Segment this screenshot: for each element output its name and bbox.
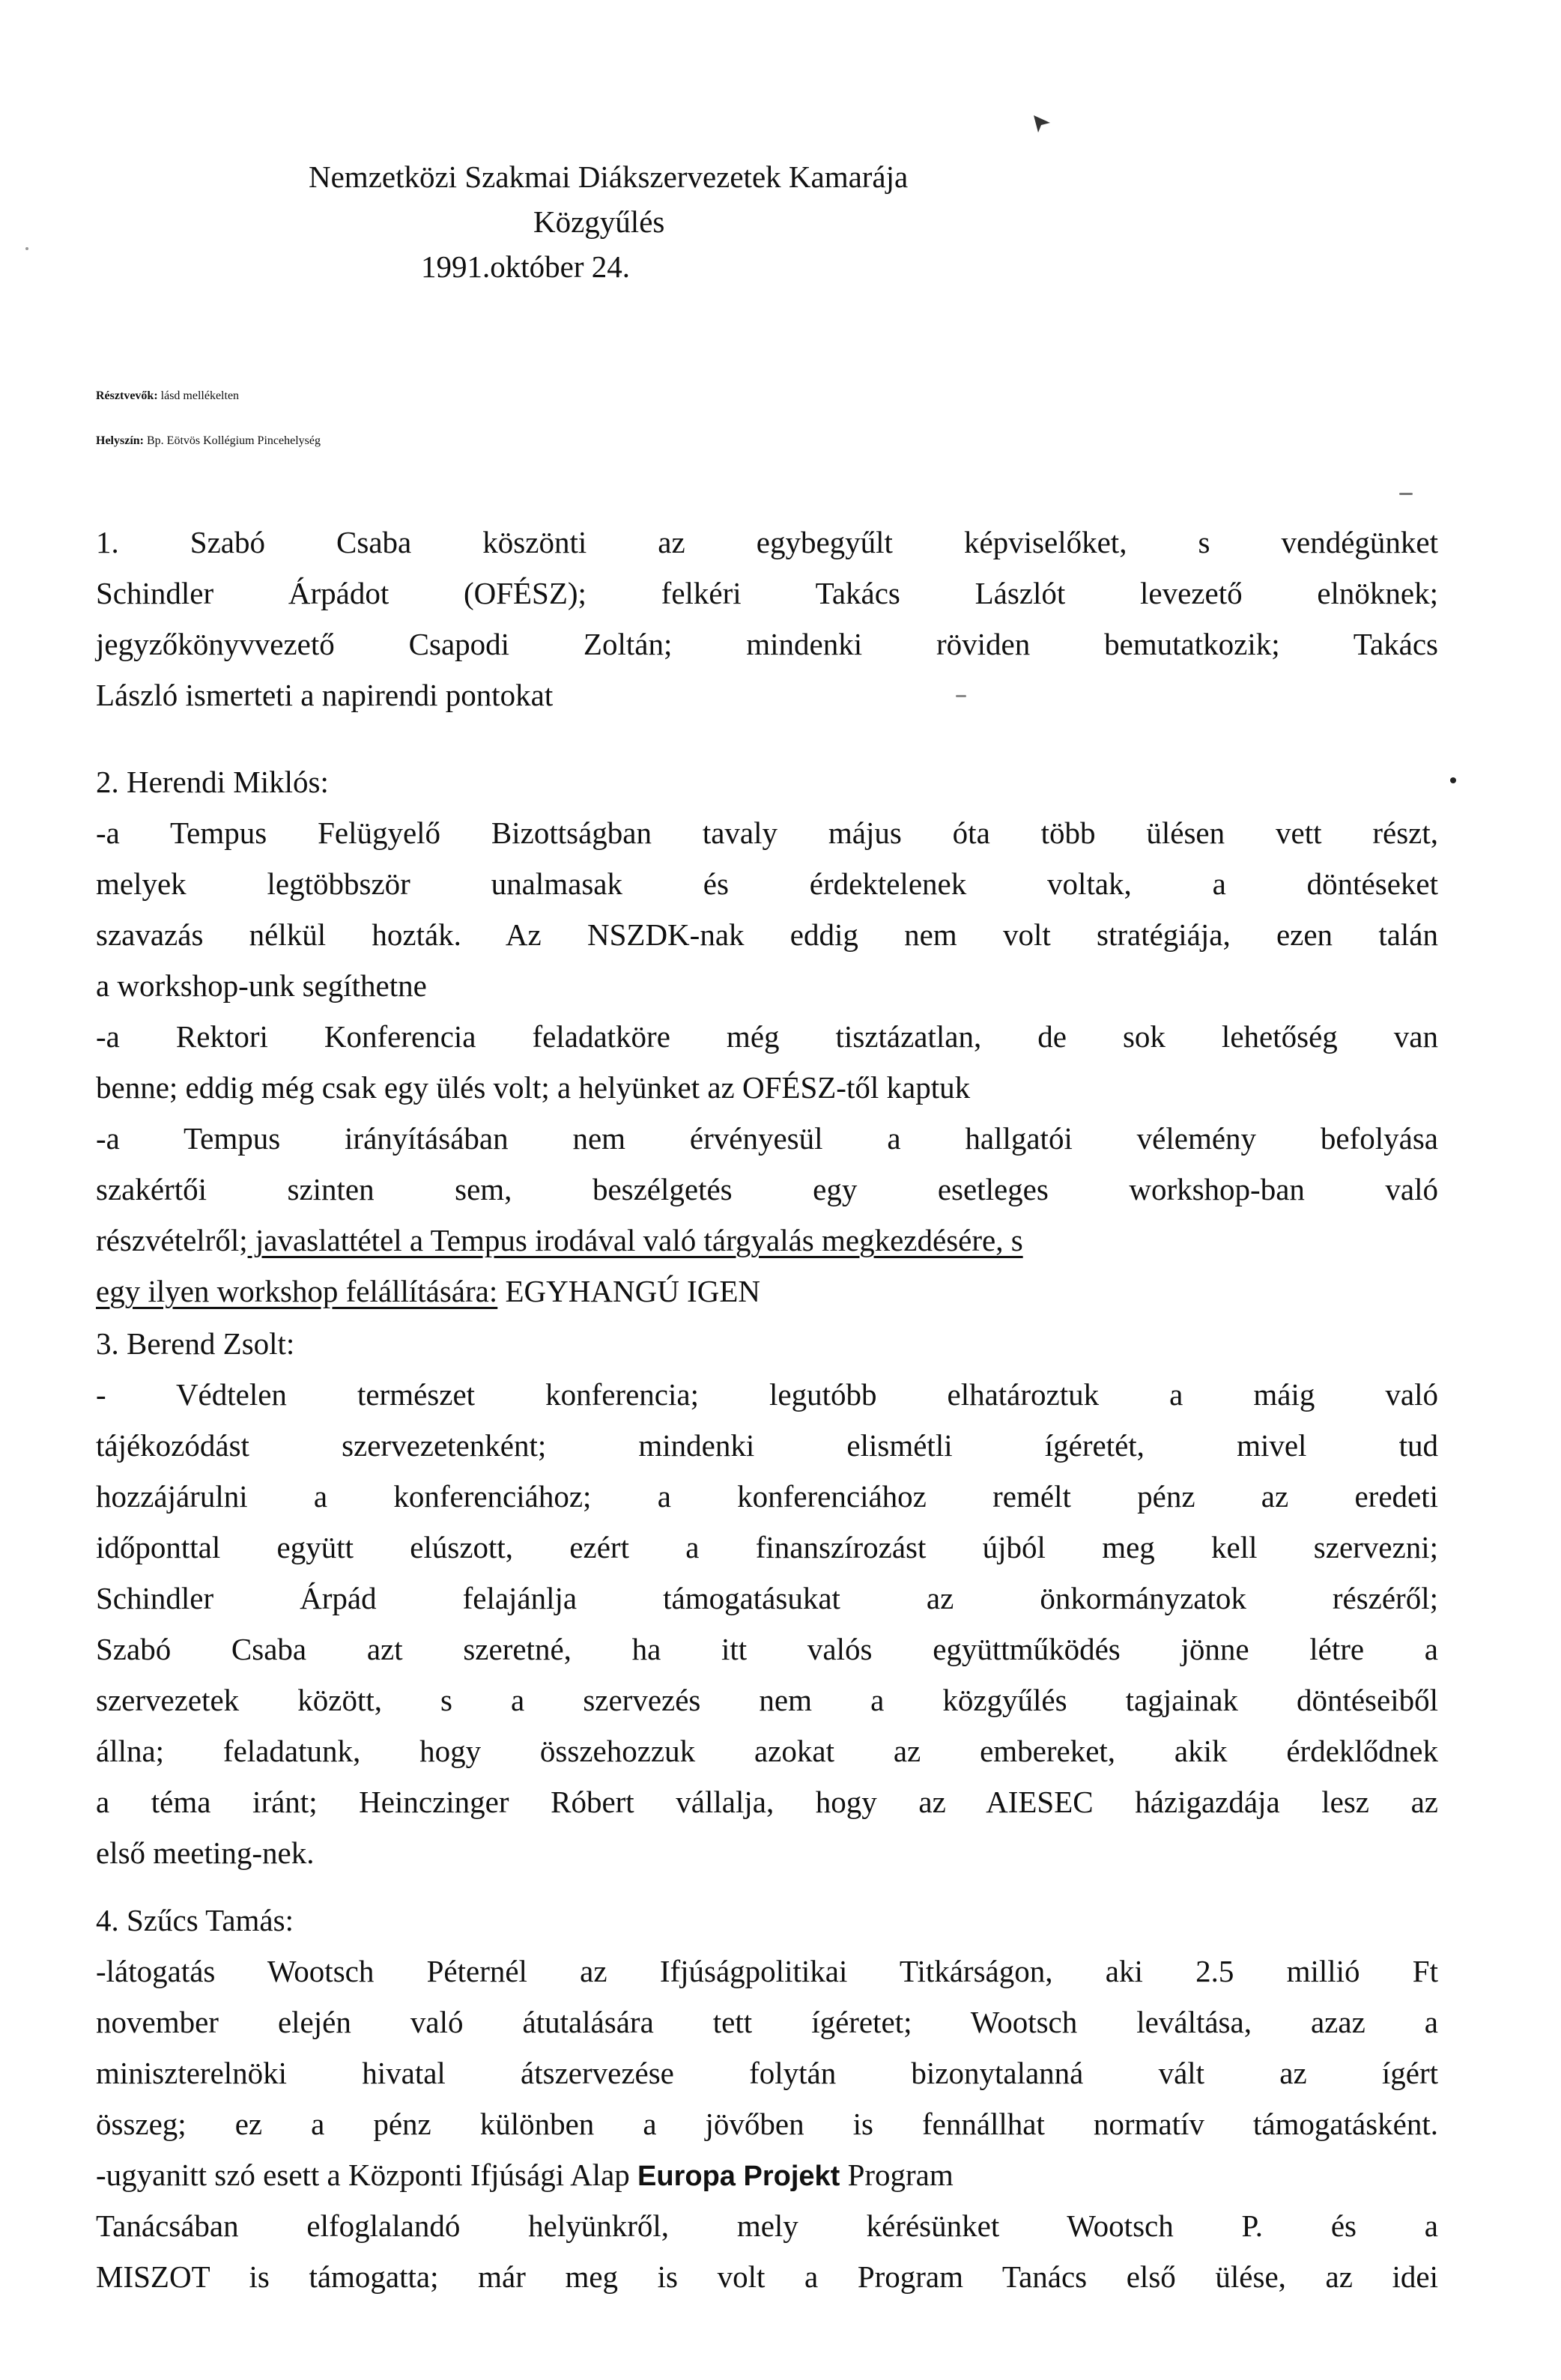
paragraph-line: MISZOT is támogatta; már meg is volt a Program Tanács első ülése, az idei bbox=[96, 2259, 1438, 2294]
paragraph-line: 1. Szabó Csaba köszönti az egybegyűlt képviselőket, s vendégünket bbox=[96, 525, 1438, 559]
paragraph-line: miniszterelnöki hivatal átszervezése folytán bizonytalanná vált az ígért bbox=[96, 2056, 1438, 2090]
section-heading: 2. Herendi Miklós: bbox=[96, 765, 329, 799]
paragraph-line: László ismerteti a napirendi pontokat bbox=[96, 678, 554, 712]
paragraph-line: Szabó Csaba azt szeretné, ha itt valós együttműködés jönne létre a bbox=[96, 1632, 1438, 1666]
participants-label: Résztvevők: bbox=[96, 389, 158, 402]
participants-value: lásd mellékelten bbox=[157, 389, 240, 402]
participants-line bbox=[96, 389, 1438, 440]
paragraph-line: időponttal együtt elúszott, ezért a finanszírozást újból meg kell szervezni; bbox=[96, 1530, 1438, 1564]
paragraph-line: Tanácsában elfoglalandó helyünkről, mely kérésünket Wootsch P. és a bbox=[96, 2209, 1438, 2243]
location-value: Bp. Eötvös Kollégium Pincehelység bbox=[144, 434, 321, 447]
section-heading: 3. Berend Zsolt: bbox=[96, 1326, 295, 1361]
paragraph-line: szervezetek között, s a szervezés nem a közgyűlés tagjainak döntéseiből bbox=[96, 1683, 1438, 1717]
agenda-item-3 bbox=[96, 1318, 1438, 1878]
paragraph-line: Schindler Árpádot (OFÉSZ); felkéri Takács Lászlót levezető elnöknek; bbox=[96, 576, 1438, 610]
text-fragment: -ugyanitt szó esett a Központi Ifjúsági Alap bbox=[96, 2158, 638, 2192]
arrow-mark-icon bbox=[1031, 112, 1053, 135]
agenda-item-4 bbox=[96, 1895, 1438, 2302]
scan-speck bbox=[956, 695, 966, 697]
event-date: 1991.október 24. bbox=[421, 249, 630, 284]
paragraph-line: állna; feladatunk, hogy összehozzuk azokat az embereket, akik érdeklődnek bbox=[96, 1734, 1438, 1768]
event-title: Közgyűlés bbox=[533, 204, 665, 239]
agenda-item-1 bbox=[96, 517, 1438, 720]
vote-result: EGYHANGÚ IGEN bbox=[497, 1274, 760, 1308]
paragraph-line: benne; eddig még csak egy ülés volt; a helyünket az OFÉSZ-től kaptuk bbox=[96, 1070, 971, 1105]
location-line bbox=[96, 434, 1438, 485]
location-label: Helyszín: bbox=[96, 434, 144, 447]
decision-plain-text: részvételről; bbox=[96, 1223, 248, 1257]
agenda-item-2 bbox=[96, 756, 1438, 1317]
decision-underlined-text: javaslattétel a Tempus irodával való tárgyalás megkezdésére, s bbox=[247, 1223, 1023, 1257]
paragraph-line: hozzájárulni a konferenciához; a konferenciához remélt pénz az eredeti bbox=[96, 1479, 1438, 1514]
paragraph-line: Schindler Árpád felajánlja támogatásukat az önkormányzatok részéről; bbox=[96, 1581, 1438, 1615]
paragraph-line: a workshop-unk segíthetne bbox=[96, 968, 427, 1003]
meta-block bbox=[96, 389, 1438, 485]
paragraph-line: a téma iránt; Heinczinger Róbert vállalja, hogy az AIESEC házigazdája lesz az bbox=[96, 1785, 1438, 1819]
paragraph-line: tájékozódást szervezetenként; mindenki elismétli ígéretét, mivel tud bbox=[96, 1428, 1438, 1463]
paragraph-line: -a Tempus irányításában nem érvényesül a hallgatói vélemény befolyása bbox=[96, 1121, 1438, 1156]
scan-speck bbox=[1450, 777, 1456, 783]
paragraph-line: -látogatás Wootsch Péternél az Ifjúságpolitikai Titkárságon, aki 2.5 millió Ft bbox=[96, 1954, 1438, 1988]
paragraph-line: - Védtelen természet konferencia; legutóbb elhatároztuk a máig való bbox=[96, 1377, 1438, 1412]
program-name-bold: Europa Projekt bbox=[637, 2161, 840, 2192]
paragraph-line: melyek legtöbbször unalmasak és érdektelenek voltak, a döntéseket bbox=[96, 866, 1438, 901]
paragraph-line: november elején való átutalására tett ígéretet; Wootsch leváltása, azaz a bbox=[96, 2005, 1438, 2039]
paragraph-line: összeg; ez a pénz különben a jövőben is fennállhat normatív támogatásként. bbox=[96, 2107, 1438, 2141]
paragraph-line: -a Rektori Konferencia feladatköre még tisztázatlan, de sok lehetőség van bbox=[96, 1019, 1438, 1054]
paragraph-line: első meeting-nek. bbox=[96, 1836, 315, 1870]
decision-underlined-text: egy ilyen workshop felállítására: bbox=[96, 1274, 498, 1308]
scan-speck bbox=[25, 247, 28, 250]
section-heading: 4. Szűcs Tamás: bbox=[96, 1903, 294, 1937]
paragraph-line: szavazás nélkül hozták. Az NSZDK-nak eddig nem volt stratégiája, ezen talán bbox=[96, 917, 1438, 952]
paragraph-line bbox=[96, 2149, 1438, 2200]
decision-line bbox=[96, 1215, 1438, 1266]
paragraph-line: szakértői szinten sem, beszélgetés egy esetleges workshop-ban való bbox=[96, 1172, 1438, 1206]
organization-title: Nemzetközi Szakmai Diákszervezetek Kamarája bbox=[309, 160, 909, 194]
paragraph-line: -a Tempus Felügyelő Bizottságban tavaly május óta több ülésen vett részt, bbox=[96, 816, 1438, 850]
scan-speck bbox=[1399, 493, 1413, 495]
text-fragment: Program bbox=[840, 2158, 954, 2192]
paragraph-line: jegyzőkönyvvezető Csapodi Zoltán; mindenki röviden bemutatkozik; Takács bbox=[96, 627, 1438, 661]
decision-result-line bbox=[96, 1266, 1438, 1317]
